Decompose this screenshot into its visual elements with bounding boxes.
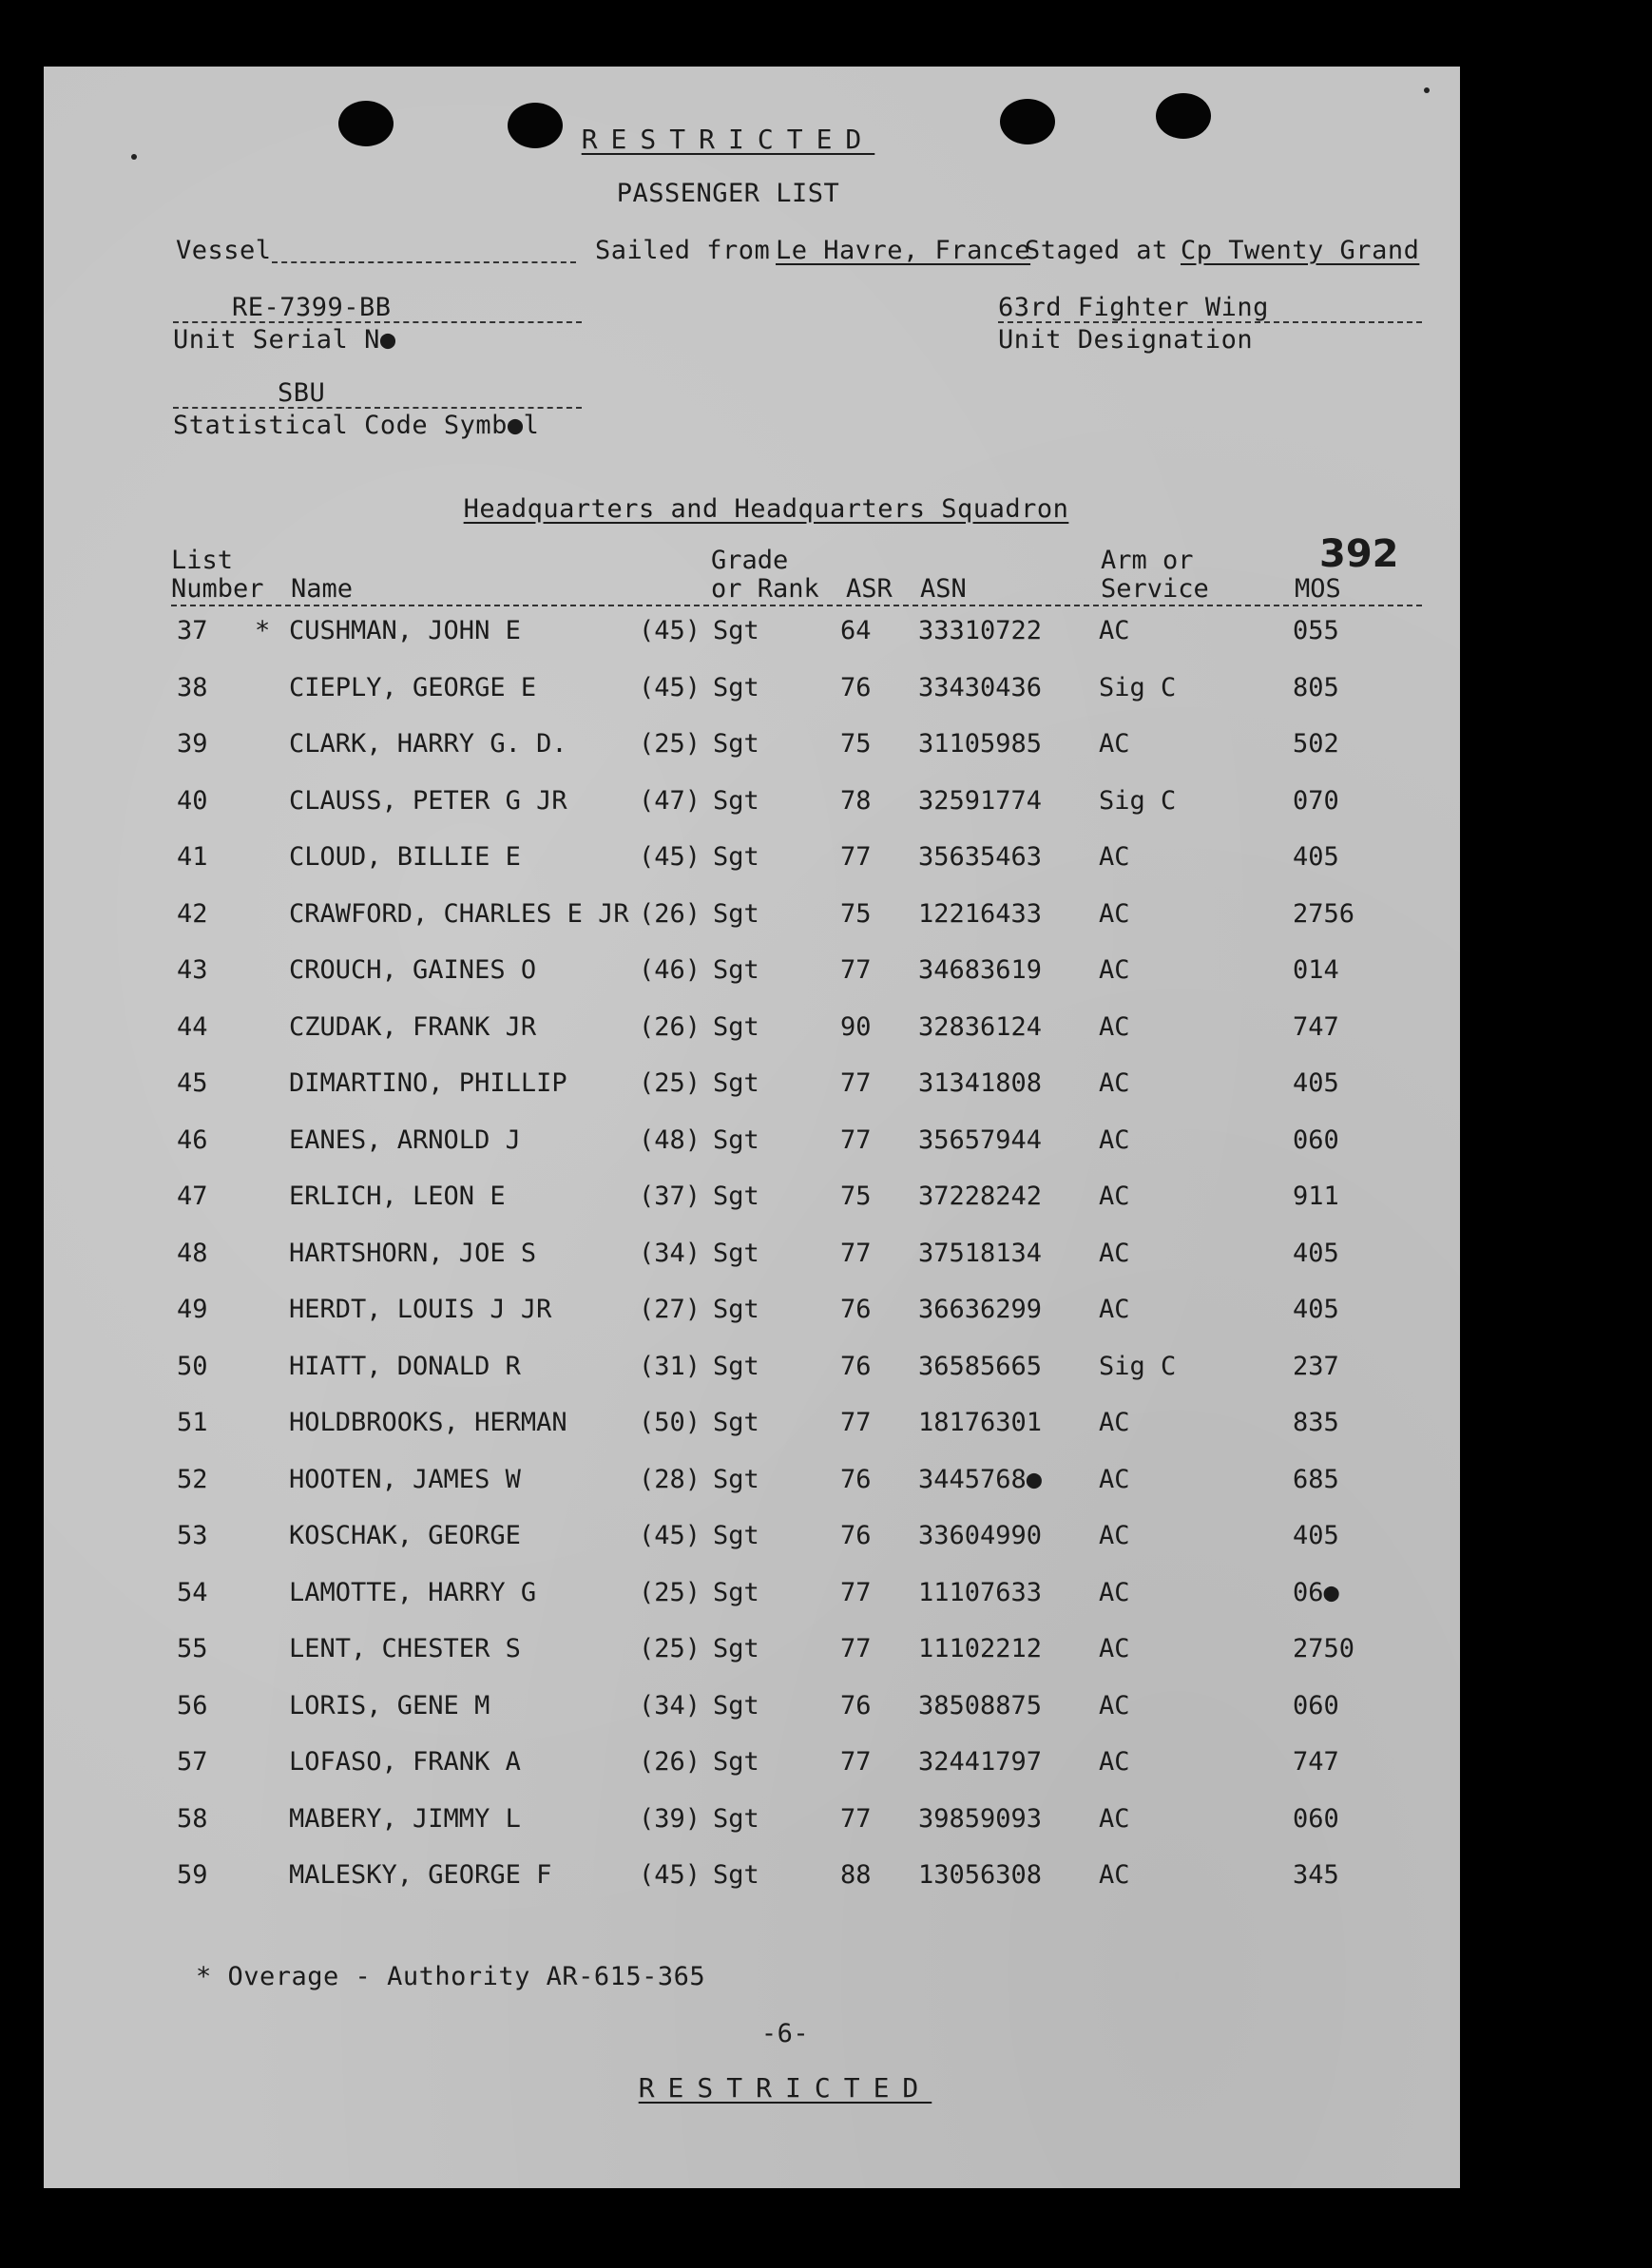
arm-service-cell: AC (1099, 842, 1130, 872)
asn-cell: 35657944 (918, 1124, 1043, 1155)
mos-cell: 747 (1293, 1747, 1339, 1777)
mos-cell: 070 (1293, 785, 1339, 816)
grade-cell: Sgt (713, 1351, 759, 1381)
header-rule (171, 605, 1422, 606)
sailed-from-value: Le Havre, France (776, 236, 1031, 265)
age-cell: (45) (639, 672, 701, 702)
asr-cell: 77 (840, 1747, 872, 1777)
mos-cell: 405 (1293, 842, 1339, 872)
punch-hole (338, 101, 394, 146)
vessel-label: Vessel (176, 236, 272, 265)
age-cell: (25) (639, 1577, 701, 1607)
name-cell: LENT, CHESTER S (289, 1634, 521, 1663)
grade-cell: Sgt (713, 1464, 759, 1494)
grade-cell: Sgt (713, 1124, 759, 1155)
grade-cell: Sgt (713, 1521, 759, 1550)
table-row (44, 1068, 1460, 1116)
arm-service-cell: AC (1099, 1860, 1130, 1890)
name-cell: ERLICH, LEON E (289, 1182, 506, 1211)
col-mos: MOS (1295, 574, 1341, 604)
table-row (44, 1804, 1460, 1852)
overage-mark: * (255, 616, 271, 645)
list-number-cell: 48 (177, 1238, 208, 1268)
unit-serial-blank (173, 321, 582, 323)
asn-cell: 12216433 (918, 898, 1043, 929)
list-number-cell: 38 (177, 672, 208, 702)
name-cell: CRAWFORD, CHARLES E JR (289, 898, 629, 929)
mos-cell: 911 (1293, 1182, 1339, 1211)
table-row (44, 786, 1460, 834)
arm-service-cell: AC (1099, 1577, 1130, 1607)
paper-speck (1424, 87, 1430, 93)
list-number-cell: 52 (177, 1464, 208, 1494)
age-cell: (26) (639, 898, 701, 929)
name-cell: CIEPLY, GEORGE E (289, 672, 537, 702)
mos-cell: 405 (1293, 1295, 1339, 1324)
name-cell: LAMOTTE, HARRY G (289, 1577, 537, 1607)
staged-at-value: Cp Twenty Grand (1181, 236, 1420, 265)
list-number-cell: 58 (177, 1803, 208, 1834)
arm-service-cell: AC (1099, 1011, 1130, 1042)
table-row (44, 842, 1460, 890)
asr-cell: 90 (840, 1011, 872, 1042)
arm-service-cell: Sig C (1099, 672, 1177, 702)
asn-cell: 37518134 (918, 1238, 1043, 1268)
table-row (44, 1465, 1460, 1512)
age-cell: (47) (639, 785, 701, 816)
col-name: Name (291, 574, 354, 604)
unit-serial-label: Unit Serial N● (173, 325, 396, 355)
asr-cell: 75 (840, 729, 872, 759)
arm-service-cell: AC (1099, 898, 1130, 929)
arm-service-cell: AC (1099, 1295, 1130, 1324)
name-cell: MABERY, JIMMY L (289, 1803, 521, 1834)
asr-cell: 76 (840, 672, 872, 702)
table-row (44, 1125, 1460, 1173)
grade-cell: Sgt (713, 1295, 759, 1324)
mos-cell: 055 (1293, 616, 1339, 645)
asn-cell: 18176301 (918, 1408, 1043, 1437)
name-cell: CUSHMAN, JOHN E (289, 616, 521, 645)
staged-at-label: Staged at (1025, 236, 1168, 265)
age-cell: (48) (639, 1124, 701, 1155)
mos-cell: 835 (1293, 1408, 1339, 1437)
asr-cell: 88 (840, 1860, 872, 1890)
grade-cell: Sgt (713, 729, 759, 759)
name-cell: MALESKY, GEORGE F (289, 1860, 552, 1890)
list-number-cell: 50 (177, 1351, 208, 1381)
list-number-cell: 43 (177, 955, 208, 985)
name-cell: HIATT, DONALD R (289, 1351, 521, 1381)
asn-cell: 32441797 (918, 1747, 1043, 1777)
asr-cell: 77 (840, 1634, 872, 1663)
table-row (44, 1012, 1460, 1060)
mos-cell: 405 (1293, 1238, 1339, 1268)
asr-cell: 77 (840, 842, 872, 872)
name-cell: DIMARTINO, PHILLIP (289, 1068, 567, 1098)
list-number-cell: 55 (177, 1634, 208, 1663)
asn-cell: 3445768● (918, 1464, 1043, 1494)
name-cell: HARTSHORN, JOE S (289, 1238, 537, 1268)
list-number-cell: 47 (177, 1182, 208, 1211)
arm-service-cell: Sig C (1099, 1351, 1177, 1381)
age-cell: (27) (639, 1295, 701, 1324)
asr-cell: 76 (840, 1521, 872, 1550)
asr-cell: 78 (840, 785, 872, 816)
arm-service-cell: AC (1099, 1182, 1130, 1211)
age-cell: (50) (639, 1408, 701, 1437)
name-cell: LOFASO, FRANK A (289, 1747, 521, 1777)
asn-cell: 33604990 (918, 1521, 1043, 1550)
list-number-cell: 46 (177, 1124, 208, 1155)
list-number-cell: 53 (177, 1521, 208, 1550)
arm-service-cell: AC (1099, 1690, 1130, 1720)
table-row (44, 1747, 1460, 1795)
grade-cell: Sgt (713, 842, 759, 872)
grade-cell: Sgt (713, 1068, 759, 1098)
list-number-cell: 37 (177, 616, 208, 645)
asn-cell: 33430436 (918, 672, 1043, 702)
asn-cell: 13056308 (918, 1860, 1043, 1890)
asn-cell: 33310722 (918, 616, 1043, 645)
grade-cell: Sgt (713, 898, 759, 929)
unit-designation-blank (998, 321, 1422, 323)
table-row (44, 955, 1460, 1003)
asn-cell: 11107633 (918, 1577, 1043, 1607)
asn-cell: 37228242 (918, 1182, 1043, 1211)
table-row (44, 1521, 1460, 1568)
sailed-from-label: Sailed from (595, 236, 771, 265)
table-row (44, 1578, 1460, 1625)
footnote: * Overage - Authority AR-615-365 (196, 1962, 706, 1991)
page-stamp: 392 (1319, 532, 1399, 576)
table-row (44, 1182, 1460, 1229)
table-row (44, 1691, 1460, 1739)
table-row (44, 616, 1460, 663)
arm-service-cell: AC (1099, 1068, 1130, 1098)
grade-cell: Sgt (713, 1634, 759, 1663)
age-cell: (45) (639, 1860, 701, 1890)
grade-cell: Sgt (713, 785, 759, 816)
section-title: Headquarters and Headquarters Squadron (463, 494, 1069, 524)
mos-cell: 014 (1293, 955, 1339, 985)
list-number-cell: 56 (177, 1690, 208, 1720)
list-number-cell: 59 (177, 1860, 208, 1890)
age-cell: (31) (639, 1351, 701, 1381)
asr-cell: 77 (840, 1124, 872, 1155)
col-asr: ASR (846, 574, 893, 604)
list-number-cell: 44 (177, 1011, 208, 1042)
arm-service-cell: AC (1099, 616, 1130, 645)
mos-cell: 405 (1293, 1068, 1339, 1098)
asr-cell: 77 (840, 1238, 872, 1268)
table-row (44, 1634, 1460, 1682)
list-number-cell: 57 (177, 1747, 208, 1777)
asn-cell: 31341808 (918, 1068, 1043, 1098)
name-cell: CZUDAK, FRANK JR (289, 1011, 537, 1042)
classification-header: RESTRICTED (581, 124, 875, 155)
grade-cell: Sgt (713, 1747, 759, 1777)
grade-cell: Sgt (713, 955, 759, 985)
grade-cell: Sgt (713, 1690, 759, 1720)
asr-cell: 76 (840, 1690, 872, 1720)
mos-cell: 060 (1293, 1124, 1339, 1155)
mos-cell: 060 (1293, 1803, 1339, 1834)
grade-cell: Sgt (713, 1011, 759, 1042)
table-row (44, 1239, 1460, 1286)
asn-cell: 34683619 (918, 955, 1043, 985)
stat-code-value: SBU (278, 378, 326, 408)
name-cell: KOSCHAK, GEORGE (289, 1521, 521, 1550)
age-cell: (34) (639, 1690, 701, 1720)
arm-service-cell: AC (1099, 1803, 1130, 1834)
mos-cell: 237 (1293, 1351, 1339, 1381)
grade-cell: Sgt (713, 1182, 759, 1211)
age-cell: (46) (639, 955, 701, 985)
mos-cell: 747 (1293, 1011, 1339, 1042)
list-number-cell: 45 (177, 1068, 208, 1098)
asr-cell: 75 (840, 898, 872, 929)
asn-cell: 31105985 (918, 729, 1043, 759)
arm-service-cell: Sig C (1099, 785, 1177, 816)
asn-cell: 11102212 (918, 1634, 1043, 1663)
mos-cell: 805 (1293, 672, 1339, 702)
mos-cell: 345 (1293, 1860, 1339, 1890)
asn-cell: 36585665 (918, 1351, 1043, 1381)
arm-service-cell: AC (1099, 1124, 1130, 1155)
name-cell: CROUCH, GAINES O (289, 955, 537, 985)
list-number-cell: 41 (177, 842, 208, 872)
arm-service-cell: AC (1099, 1747, 1130, 1777)
asn-cell: 32591774 (918, 785, 1043, 816)
arm-service-cell: AC (1099, 955, 1130, 985)
arm-service-cell: AC (1099, 1408, 1130, 1437)
name-cell: CLARK, HARRY G. D. (289, 729, 567, 759)
name-cell: CLOUD, BILLIE E (289, 842, 521, 872)
list-number-cell: 51 (177, 1408, 208, 1437)
list-number-cell: 49 (177, 1295, 208, 1324)
grade-cell: Sgt (713, 672, 759, 702)
asr-cell: 76 (840, 1295, 872, 1324)
arm-service-cell: AC (1099, 1634, 1130, 1663)
col-list-number: List Number (171, 546, 264, 604)
document-page (44, 67, 1460, 2188)
age-cell: (37) (639, 1182, 701, 1211)
asn-cell: 38508875 (918, 1690, 1043, 1720)
stat-code-blank (173, 407, 582, 409)
grade-cell: Sgt (713, 1803, 759, 1834)
table-row (44, 1408, 1460, 1455)
table-row (44, 1295, 1460, 1342)
mos-cell: 2756 (1293, 898, 1355, 929)
age-cell: (39) (639, 1803, 701, 1834)
grade-cell: Sgt (713, 1238, 759, 1268)
table-row (44, 673, 1460, 721)
unit-designation-label: Unit Designation (998, 325, 1254, 355)
list-number-cell: 54 (177, 1577, 208, 1607)
asr-cell: 77 (840, 1803, 872, 1834)
age-cell: (26) (639, 1011, 701, 1042)
asn-cell: 39859093 (918, 1803, 1043, 1834)
age-cell: (25) (639, 1068, 701, 1098)
table-row (44, 1860, 1460, 1908)
age-cell: (45) (639, 842, 701, 872)
col-asn: ASN (920, 574, 967, 604)
asn-cell: 36636299 (918, 1295, 1043, 1324)
mos-cell: 06● (1293, 1577, 1339, 1607)
page-number: -6- (760, 2019, 810, 2048)
name-cell: HOLDBROOKS, HERMAN (289, 1408, 567, 1437)
asr-cell: 75 (840, 1182, 872, 1211)
grade-cell: Sgt (713, 1577, 759, 1607)
name-cell: EANES, ARNOLD J (289, 1124, 521, 1155)
arm-service-cell: AC (1099, 729, 1130, 759)
asr-cell: 77 (840, 1577, 872, 1607)
punch-hole (1000, 99, 1055, 144)
age-cell: (34) (639, 1238, 701, 1268)
grade-cell: Sgt (713, 1860, 759, 1890)
unit-designation-value: 63rd Fighter Wing (998, 293, 1269, 322)
age-cell: (25) (639, 729, 701, 759)
vessel-blank (272, 261, 576, 263)
asr-cell: 64 (840, 616, 872, 645)
arm-service-cell: AC (1099, 1238, 1130, 1268)
arm-service-cell: AC (1099, 1464, 1130, 1494)
stat-code-label: Statistical Code Symb●l (173, 411, 540, 440)
document-title: PASSENGER LIST (616, 179, 840, 208)
asr-cell: 77 (840, 1408, 872, 1437)
mos-cell: 405 (1293, 1521, 1339, 1550)
list-number-cell: 42 (177, 898, 208, 929)
col-arm-service: Arm or Service (1101, 546, 1209, 604)
classification-footer: RESTRICTED (638, 2072, 932, 2104)
age-cell: (45) (639, 616, 701, 645)
name-cell: HERDT, LOUIS J JR (289, 1295, 552, 1324)
unit-serial-value: RE-7399-BB (232, 293, 392, 322)
paper-speck (131, 154, 137, 160)
asn-cell: 32836124 (918, 1011, 1043, 1042)
age-cell: (26) (639, 1747, 701, 1777)
asn-cell: 35635463 (918, 842, 1043, 872)
name-cell: HOOTEN, JAMES W (289, 1464, 521, 1494)
asr-cell: 77 (840, 1068, 872, 1098)
col-grade: Grade or Rank (711, 546, 819, 604)
grade-cell: Sgt (713, 616, 759, 645)
table-row (44, 899, 1460, 947)
asr-cell: 77 (840, 955, 872, 985)
mos-cell: 060 (1293, 1690, 1339, 1720)
mos-cell: 685 (1293, 1464, 1339, 1494)
list-number-cell: 40 (177, 785, 208, 816)
mos-cell: 502 (1293, 729, 1339, 759)
asr-cell: 76 (840, 1464, 872, 1494)
age-cell: (25) (639, 1634, 701, 1663)
punch-hole (1156, 93, 1211, 139)
list-number-cell: 39 (177, 729, 208, 759)
table-row (44, 1352, 1460, 1399)
grade-cell: Sgt (713, 1408, 759, 1437)
table-row (44, 729, 1460, 777)
asr-cell: 76 (840, 1351, 872, 1381)
mos-cell: 2750 (1293, 1634, 1355, 1663)
name-cell: LORIS, GENE M (289, 1690, 490, 1720)
name-cell: CLAUSS, PETER G JR (289, 785, 567, 816)
arm-service-cell: AC (1099, 1521, 1130, 1550)
age-cell: (45) (639, 1521, 701, 1550)
age-cell: (28) (639, 1464, 701, 1494)
